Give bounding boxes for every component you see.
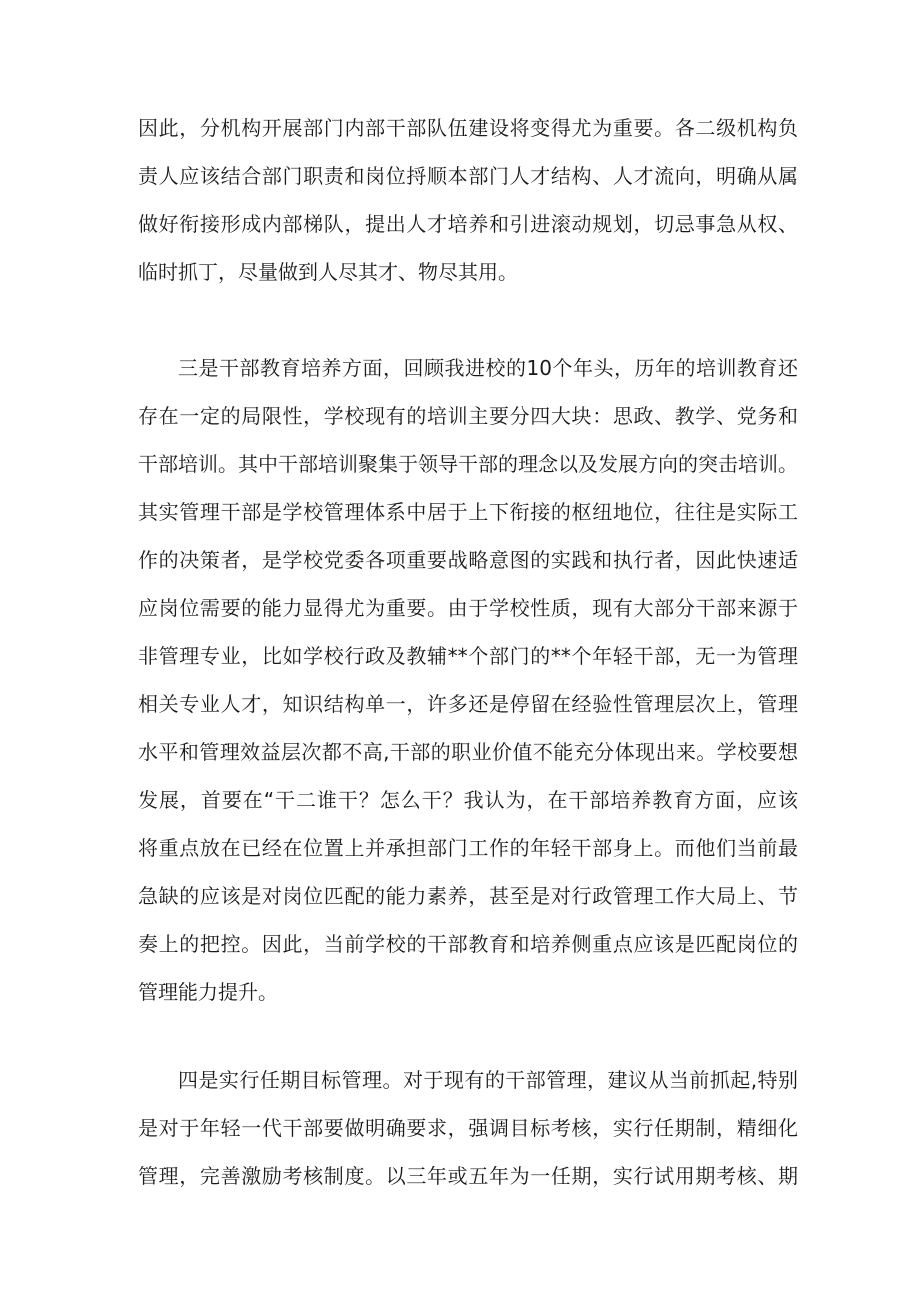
text-line: 管理，完善激励考核制度。以三年或五年为一任期，实行试用期考核、期 — [138, 1164, 798, 1188]
text-line: 相关专业人才，知识结构单一，许多还是停留在经验性管理层次上，管理 — [138, 692, 798, 716]
text-line: 水平和管理效益层次都不高,干部的职业价值不能充分体现出来。学校要想 — [138, 740, 798, 764]
text-line: 发展，首要在“干二谁干？怎么干？我认为，在干部培养教育方面，应该 — [138, 788, 798, 812]
text-line: 因此，分机构开展部门内部干部队伍建设将变得尤为重要。各二级机构负 — [138, 116, 798, 140]
text-line: 做好衔接形成内部梯队，提出人才培养和引进滚动规划，切忌事急从权、 — [138, 212, 798, 236]
text-line: 非管理专业，比如学校行政及教辅**个部门的**个年轻干部，无一为管理 — [138, 644, 798, 668]
text-line: 将重点放在已经在位置上并承担部门工作的年轻干部身上。而他们当前最 — [138, 836, 798, 860]
text-line: 干部培训。其中干部培训聚集于领导干部的理念以及发展方向的突击培训。 — [138, 452, 798, 476]
text-line: 管理能力提升。 — [138, 980, 278, 1004]
text-line: 是对于年轻一代干部要做明确要求，强调目标考核，实行任期制，精细化 — [138, 1116, 798, 1140]
text-line: 应岗位需要的能力显得尤为重要。由于学校性质，现有大部分干部来源于 — [138, 596, 798, 620]
text-line: 急缺的应该是对岗位匹配的能力素养，甚至是对行政管理工作大局上、节 — [138, 884, 798, 908]
text-line: 奏上的把控。因此，当前学校的干部教育和培养侧重点应该是匹配岗位的 — [138, 932, 798, 956]
text-line: 临时抓丁，尽量做到人尽其才、物尽其用。 — [138, 260, 518, 284]
text-line: 作的决策者，是学校党委各项重要战略意图的实践和执行者，因此快速适 — [138, 548, 798, 572]
text-line: 四是实行任期目标管理。对于现有的干部管理，建议从当前抓起,特别 — [178, 1068, 798, 1092]
text-line: 三是干部教育培养方面，回顾我进校的10个年头，历年的培训教育还 — [178, 356, 798, 380]
text-line: 其实管理干部是学校管理体系中居于上下衔接的枢纽地位，往往是实际工 — [138, 500, 798, 524]
text-line: 存在一定的局限性，学校现有的培训主要分四大块：思政、教学、党务和 — [138, 404, 798, 428]
text-line: 责人应该结合部门职责和岗位捋顺本部门人才结构、人才流向，明确从属 — [138, 164, 798, 188]
